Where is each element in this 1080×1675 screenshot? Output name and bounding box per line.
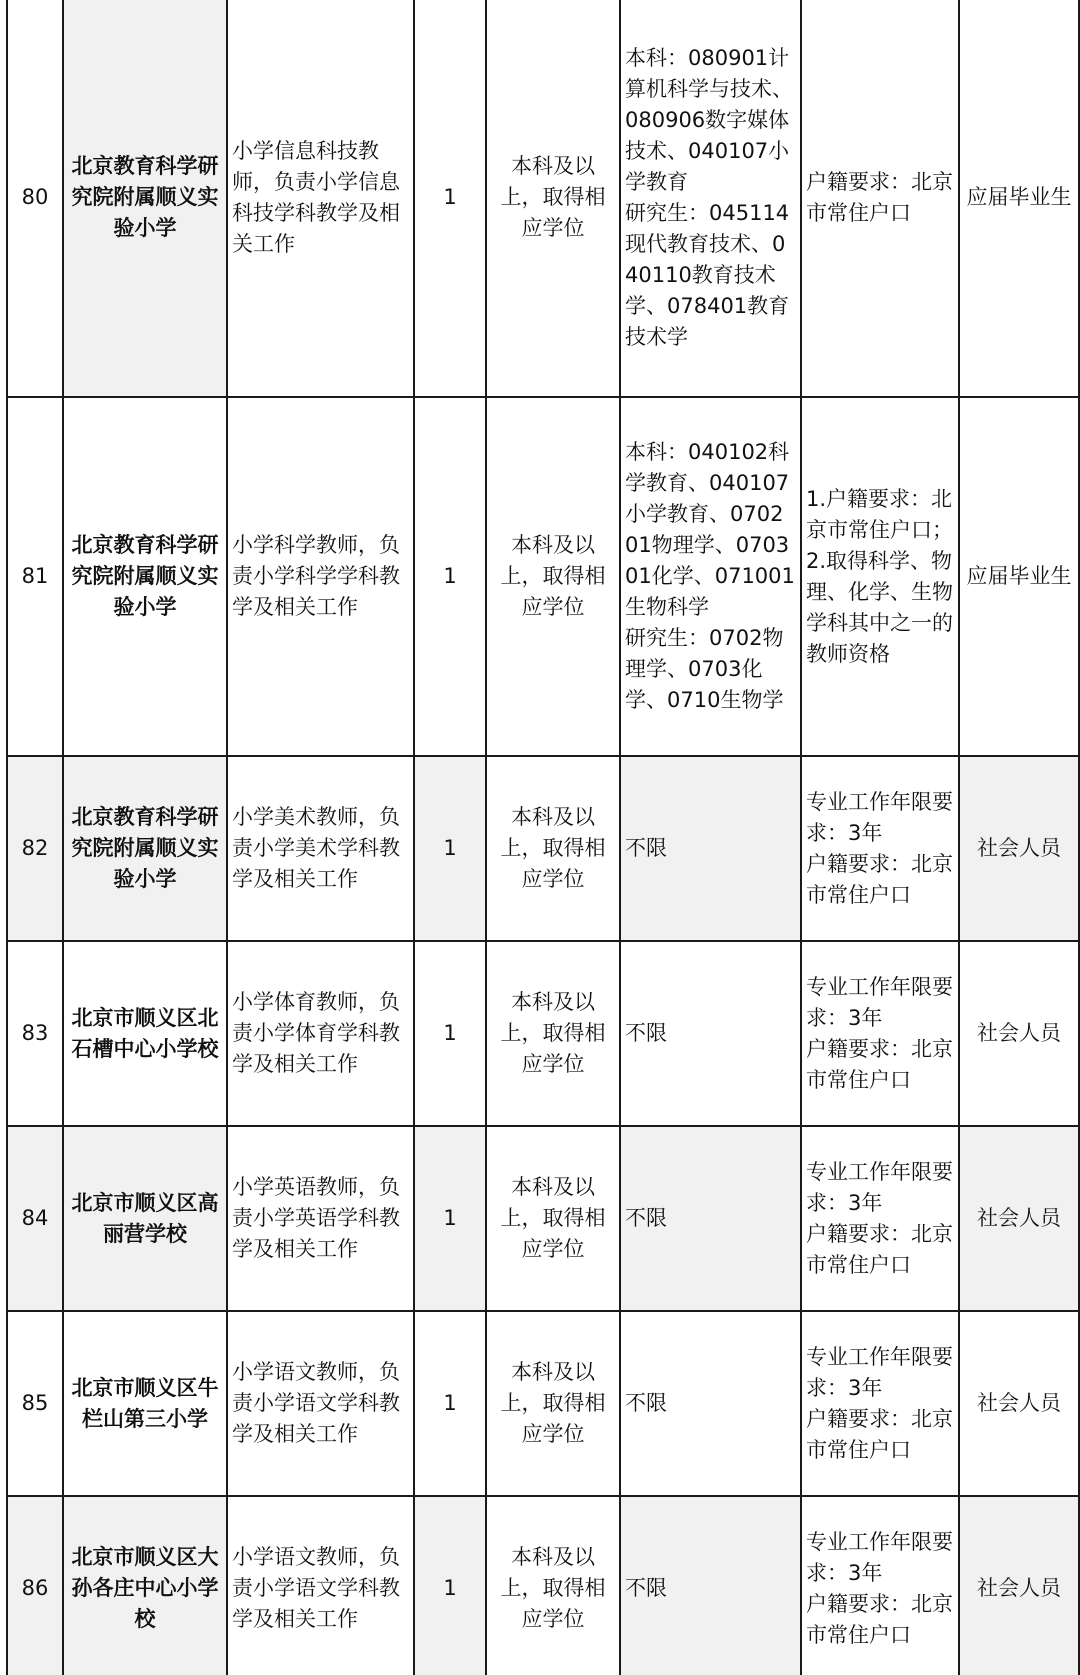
table-row xyxy=(7,1496,1079,1675)
school-cell: 北京市顺义区北石槽中心小学校 xyxy=(63,941,227,1126)
row-number-cell: 85 xyxy=(7,1311,63,1496)
headcount-cell: 1 xyxy=(414,1311,486,1496)
headcount-cell: 1 xyxy=(414,941,486,1126)
post-description-cell: 小学美术教师，负责小学美术学科教学及相关工作 xyxy=(227,756,414,941)
job-listing-table xyxy=(6,0,1080,1675)
requirement-cell: 专业工作年限要求：3年 户籍要求：北京市常住户口 xyxy=(801,1311,959,1496)
education-cell: 本科及以上，取得相应学位 xyxy=(486,941,620,1126)
post-description-cell: 小学语文教师，负责小学语文学科教学及相关工作 xyxy=(227,1496,414,1675)
row-number-cell: 84 xyxy=(7,1126,63,1311)
major-cell: 不限 xyxy=(620,1496,801,1675)
education-cell: 本科及以上，取得相应学位 xyxy=(486,1126,620,1311)
headcount-cell: 1 xyxy=(414,1496,486,1675)
row-number-cell: 80 xyxy=(7,0,63,397)
major-cell: 不限 xyxy=(620,941,801,1126)
row-number-cell: 81 xyxy=(7,397,63,756)
table-row xyxy=(7,397,1079,756)
education-cell: 本科及以上，取得相应学位 xyxy=(486,1496,620,1675)
school-cell: 北京市顺义区大孙各庄中心小学校 xyxy=(63,1496,227,1675)
education-cell: 本科及以上，取得相应学位 xyxy=(486,0,620,397)
education-cell: 本科及以上，取得相应学位 xyxy=(486,397,620,756)
requirement-cell: 专业工作年限要求：3年 户籍要求：北京市常住户口 xyxy=(801,756,959,941)
applicant-type-cell: 社会人员 xyxy=(959,1496,1079,1675)
headcount-cell: 1 xyxy=(414,397,486,756)
requirement-cell: 户籍要求：北京市常住户口 xyxy=(801,0,959,397)
school-cell: 北京教育科学研究院附属顺义实验小学 xyxy=(63,397,227,756)
school-cell: 北京市顺义区高丽营学校 xyxy=(63,1126,227,1311)
post-description-cell: 小学英语教师，负责小学英语学科教学及相关工作 xyxy=(227,1126,414,1311)
education-cell: 本科及以上，取得相应学位 xyxy=(486,1311,620,1496)
applicant-type-cell: 社会人员 xyxy=(959,756,1079,941)
requirement-cell: 专业工作年限要求：3年 户籍要求：北京市常住户口 xyxy=(801,1496,959,1675)
requirement-cell: 专业工作年限要求：3年 户籍要求：北京市常住户口 xyxy=(801,941,959,1126)
applicant-type-cell: 社会人员 xyxy=(959,941,1079,1126)
major-cell: 本科：080901计算机科学与技术、080906数字媒体技术、040107小学教育 研究生：045114现代教育技术、040110教育技术学、078401教育技术学 xyxy=(620,0,801,397)
post-description-cell: 小学信息科技教师，负责小学信息科技学科教学及相关工作 xyxy=(227,0,414,397)
applicant-type-cell: 社会人员 xyxy=(959,1126,1079,1311)
table-row xyxy=(7,0,1079,397)
requirement-cell: 专业工作年限要求：3年 户籍要求：北京市常住户口 xyxy=(801,1126,959,1311)
post-description-cell: 小学科学教师，负责小学科学学科教学及相关工作 xyxy=(227,397,414,756)
applicant-type-cell: 社会人员 xyxy=(959,1311,1079,1496)
headcount-cell: 1 xyxy=(414,1126,486,1311)
row-number-cell: 82 xyxy=(7,756,63,941)
post-description-cell: 小学语文教师，负责小学语文学科教学及相关工作 xyxy=(227,1311,414,1496)
school-cell: 北京市顺义区牛栏山第三小学 xyxy=(63,1311,227,1496)
major-cell: 不限 xyxy=(620,1311,801,1496)
headcount-cell: 1 xyxy=(414,0,486,397)
table-row xyxy=(7,1311,1079,1496)
applicant-type-cell: 应届毕业生 xyxy=(959,397,1079,756)
major-cell: 不限 xyxy=(620,756,801,941)
applicant-type-cell: 应届毕业生 xyxy=(959,0,1079,397)
post-description-cell: 小学体育教师，负责小学体育学科教学及相关工作 xyxy=(227,941,414,1126)
row-number-cell: 86 xyxy=(7,1496,63,1675)
table-row xyxy=(7,756,1079,941)
requirement-cell: 1.户籍要求：北京市常住户口； 2.取得科学、物理、化学、生物学科其中之一的教师资格 xyxy=(801,397,959,756)
education-cell: 本科及以上，取得相应学位 xyxy=(486,756,620,941)
table-row xyxy=(7,941,1079,1126)
major-cell: 不限 xyxy=(620,1126,801,1311)
major-cell: 本科：040102科学教育、040107小学教育、070201物理学、070301化学、071001生物科学 研究生：0702物理学、0703化学、0710生物学 xyxy=(620,397,801,756)
school-cell: 北京教育科学研究院附属顺义实验小学 xyxy=(63,0,227,397)
table-row xyxy=(7,1126,1079,1311)
school-cell: 北京教育科学研究院附属顺义实验小学 xyxy=(63,756,227,941)
row-number-cell: 83 xyxy=(7,941,63,1126)
headcount-cell: 1 xyxy=(414,756,486,941)
